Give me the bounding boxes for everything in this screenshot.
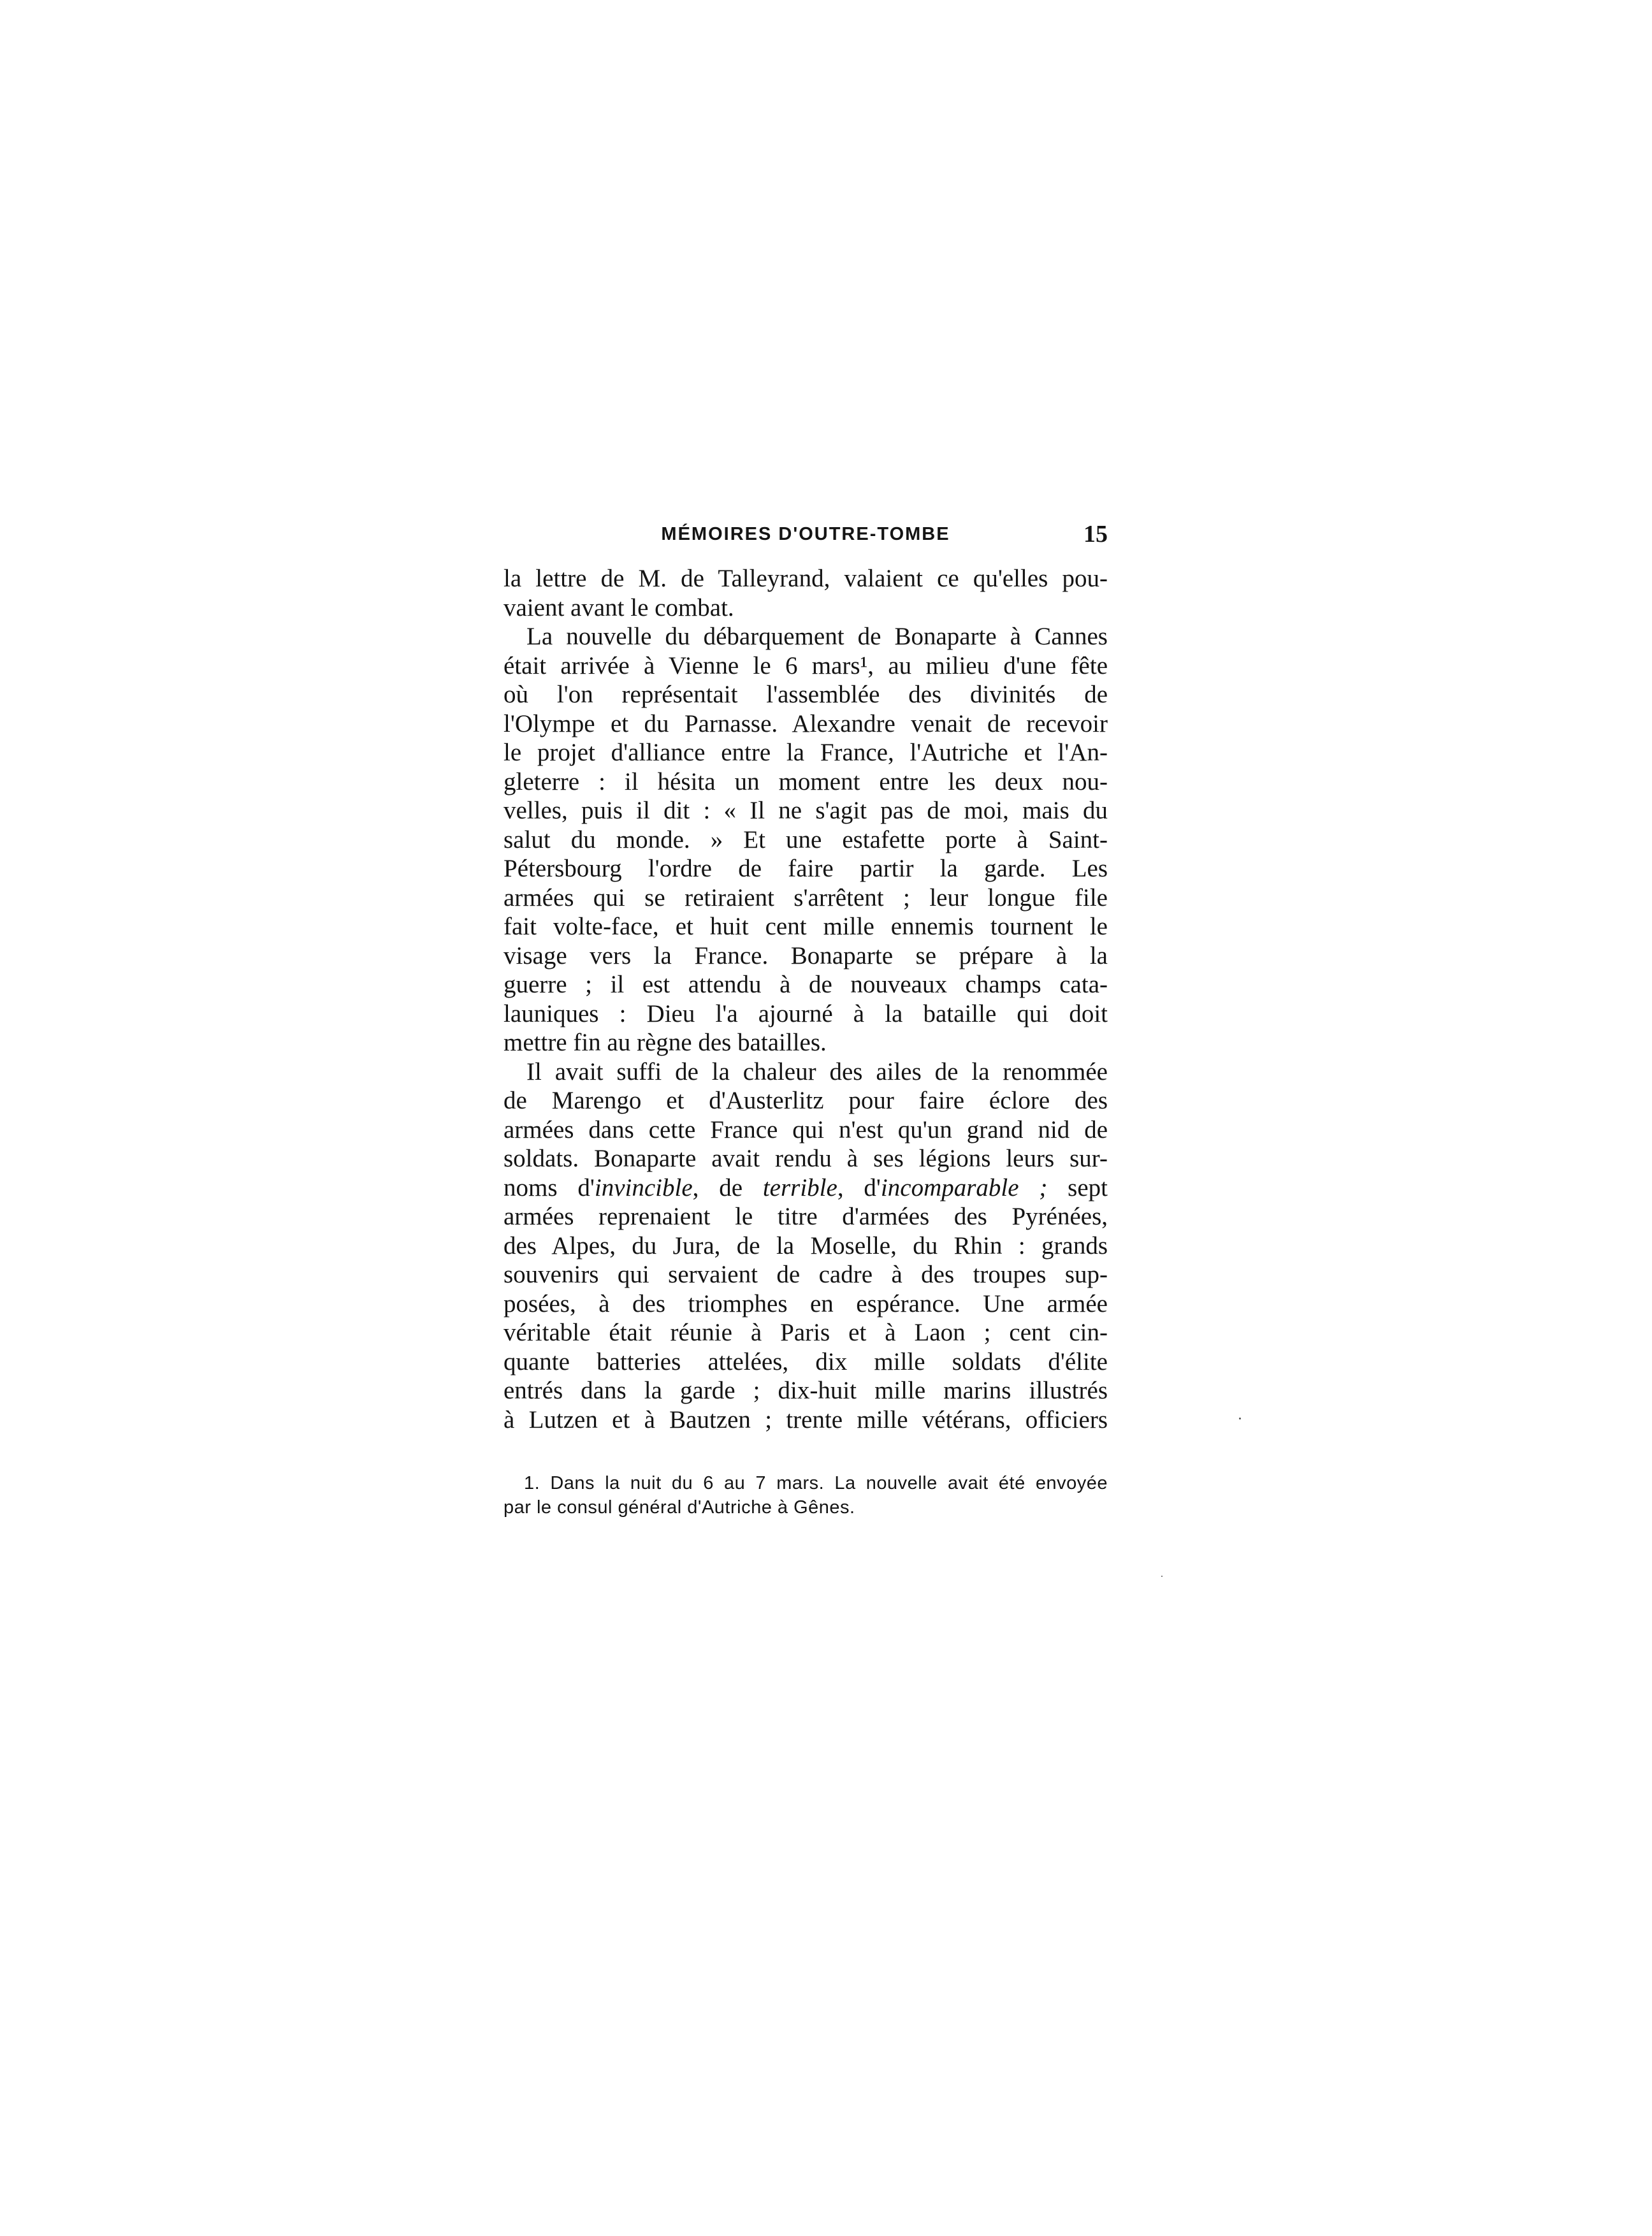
text-line: des Alpes, du Jura, de la Moselle, du Rhin : grands <box>504 1231 1108 1260</box>
footnote-line: 1. Dans la nuit du 6 au 7 mars. La nouvelle avait été envoyée <box>524 1473 1108 1493</box>
text-line: Pétersbourg l'ordre de faire partir la garde. Les <box>504 855 1108 882</box>
text-line: fait volte-face, et huit cent mille ennemis tournent le <box>504 913 1108 940</box>
text-line: armées reprenaient le titre d'armées des Pyrénées, <box>504 1203 1108 1230</box>
italic-word: incomparable ; <box>880 1173 1048 1201</box>
footnotes <box>504 1471 1108 1520</box>
text-line: de Marengo et d'Austerlitz pour faire éclore des <box>504 1087 1108 1114</box>
text-line-with-italics: noms d'invincible, de terrible, d'incomparable ; sept <box>504 1173 1108 1201</box>
text-line: armées dans cette France qui n'est qu'un grand nid de <box>504 1115 1108 1143</box>
text-line: souvenirs qui servaient de cadre à des troupes sup- <box>504 1261 1108 1288</box>
text-line: velles, puis il dit : « Il ne s'agit pas de moi, mais du <box>504 797 1108 824</box>
text-line: était arrivée à Vienne le 6 mars¹, au milieu d'une fête <box>504 651 1108 679</box>
text-line: le projet d'alliance entre la France, l'Autriche et l'An- <box>504 739 1108 766</box>
italic-word: invincible <box>594 1173 693 1201</box>
text-line: où l'on représentait l'assemblée des divinités de <box>504 681 1108 708</box>
text-line: armées qui se retiraient s'arrêtent ; leur longue file <box>504 883 1108 911</box>
text-line: salut du monde. » Et une estafette porte à Saint- <box>504 825 1108 853</box>
text-line: quante batteries attelées, dix mille soldats d'élite <box>504 1347 1108 1376</box>
text-line: entrés dans la garde ; dix-huit mille marins illustrés <box>504 1377 1108 1404</box>
text-line: soldats. Bonaparte avait rendu à ses légions leurs sur- <box>504 1145 1108 1172</box>
text-line: gleterre : il hésita un moment entre les deux nou- <box>504 767 1108 795</box>
scan-speck <box>1239 1418 1241 1419</box>
text-line: Il avait suffi de la chaleur des ailes de la renommée <box>526 1057 1108 1085</box>
text-line: launiques : Dieu l'a ajourné à la bataille qui doit <box>504 999 1108 1027</box>
text-line: l'Olympe et du Parnasse. Alexandre venait de recevoir <box>504 709 1108 737</box>
scan-speck <box>1161 1576 1163 1577</box>
body-text <box>504 564 1108 1434</box>
text-line: guerre ; il est attendu à de nouveaux champs cata- <box>504 971 1108 998</box>
text-line: la lettre de M. de Talleyrand, valaient ce qu'elles pou- <box>504 565 1108 592</box>
footnote-line: par le consul général d'Autriche à Gênes. <box>504 1497 855 1518</box>
running-title: MÉMOIRES D'OUTRE-TOMBE <box>661 524 950 544</box>
text-line: à Lutzen et à Bautzen ; trente mille vétérans, officiers <box>504 1405 1108 1434</box>
text-line: La nouvelle du débarquement de Bonaparte à Cannes <box>526 623 1108 650</box>
text-line: vaient avant le combat. <box>504 593 734 621</box>
page-number: 15 <box>1083 521 1108 548</box>
text-line: visage vers la France. Bonaparte se prépare à la <box>504 941 1108 969</box>
text-line: mettre fin au règne des batailles. <box>504 1029 827 1056</box>
running-head <box>504 521 1108 556</box>
italic-word: terrible <box>762 1173 837 1201</box>
text-line: posées, à des triomphes en espérance. Une armée <box>504 1289 1108 1318</box>
text-line: véritable était réunie à Paris et à Laon ; cent cin- <box>504 1319 1108 1346</box>
